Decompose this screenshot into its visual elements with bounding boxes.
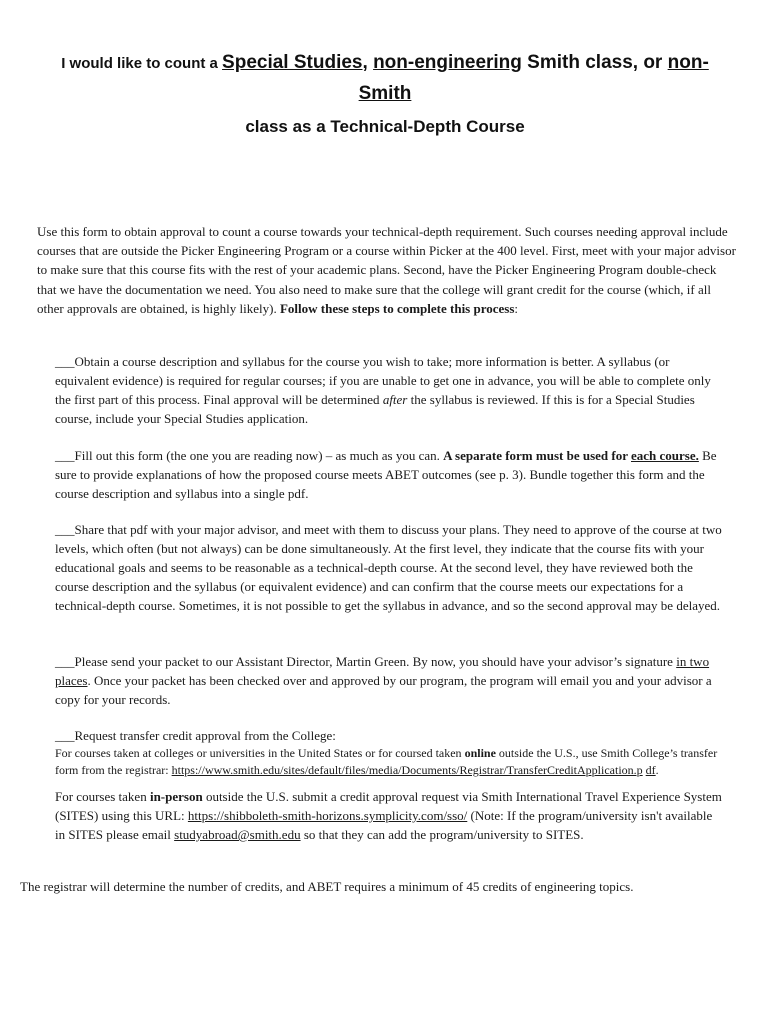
us-text-b: outside the U.S., use Smith College’s transfer form from the registrar: — [55, 746, 718, 777]
step-send-packet — [55, 652, 725, 709]
step1-after: after — [382, 392, 408, 407]
intro-paragraph — [37, 222, 737, 318]
intl-courses-note — [55, 787, 725, 844]
title-line-1 — [40, 48, 730, 110]
transfer-form-link[interactable]: https://www.smith.edu/sites/default/files/media/Documents/Registrar/TransferCreditApplication.p — [171, 763, 643, 777]
studyabroad-email-link[interactable]: studyabroad@smith.edu — [174, 827, 301, 842]
title-comma: , — [362, 52, 374, 73]
step-fill-form — [55, 446, 725, 503]
step-obtain-syllabus — [55, 352, 725, 428]
title-smith-class-or: Smith class, or — [521, 52, 668, 73]
step3-text: ___Share that pdf with your major advisor, and meet with them to discuss your plans. They need to approve of the course at two levels, which often (but not always) can be done simultaneously. At the first level, they indicate that the course fits with your educational goals and seems to be reasonable as a technical-depth course. At the second level, they have reviewed both the course description and the syllabus (or equivalent evidence) and can confirm that the course meets our expectations for a technical-depth course. Sometimes, it is not possible to get the syllabus in advance, and so the second approval may be delayed. — [55, 522, 722, 613]
step5-heading: ___Request transfer credit approval from the College: — [55, 728, 336, 743]
us-bold: online — [464, 746, 496, 760]
step2-bold-underline: each course. — [631, 448, 699, 463]
title-line-2: class as a Technical-Depth Course — [245, 117, 525, 136]
intro-text: Use this form to obtain approval to count a course towards your technical-depth requirement. Such courses needing approval include courses that are outside the Picker Engineering Program or a course within Picker at the 400 level. First, meet with your major advisor to make sure that this course fits with the rest of your academic plans. Second, have the Picker Engineering Program double-check that we have the documentation we need. You also need to make sure that the college will grant credit for the course (which, if all other approvals are obtained, is highly likely). — [37, 224, 736, 316]
step2-text-a: ___Fill out this form (the one you are reading now) – as much as you can. — [55, 448, 444, 463]
step-transfer-credit — [55, 726, 725, 844]
step1-text-b: the syllabus is reviewed. If this is for a Special Studies course, include your Special Studies application. — [55, 392, 695, 426]
us-courses-note — [55, 745, 725, 779]
title-prefix: I would like to count a — [61, 55, 223, 72]
registrar-note: The registrar will determine the number of credits, and ABET requires a minimum of 45 credits of engineering topics. — [20, 879, 634, 894]
step-share-pdf — [55, 520, 725, 615]
sites-link[interactable]: https://shibboleth-smith-horizons.symplicity.com/sso/ — [187, 808, 468, 823]
title-non-smith: non-Smith — [358, 52, 709, 104]
intl-text-a: For courses taken — [55, 789, 150, 804]
step4-text-a: ___Please send your packet to our Assistant Director, Martin Green. By now, you should have your advisor’s signature — [55, 654, 677, 669]
step2-bold: A separate form must be used for — [443, 448, 631, 463]
intl-text-b: outside the U.S. submit a credit approval request via Smith International Travel Experience System (SITES) using this URL: — [55, 789, 722, 823]
intl-text-c: (Note: If the program/university isn't available in SITES please email — [55, 808, 713, 842]
transfer-form-link-end[interactable]: df — [645, 763, 656, 777]
intro-colon: : — [514, 300, 519, 316]
intl-text-d: so that they can add the program/university to SITES. — [300, 827, 584, 842]
step4-text-b: . Once your packet has been checked over and approved by our program, the program will email you and your advisor a copy for your records. — [55, 673, 712, 707]
us-period: . — [655, 763, 659, 777]
step1-text-a: ___Obtain a course description and syllabus for the course you wish to take; more information is better. A syllabus (or equivalent evidence) is required for regular courses; if you are unable to get one in advance, you will be able to complete only the first part of this process. Final approval will be determined — [55, 354, 711, 407]
step4-underline: in two places — [55, 654, 710, 688]
us-text-a: For courses taken at colleges or universities in the United States or for coursed taken — [55, 746, 465, 760]
step2-text-b: Be sure to provide explanations of how the proposed course meets ABET outcomes (see p. 3). Bundle together this form and the course description and syllabus into a single pdf. — [55, 448, 717, 501]
page-title — [40, 48, 730, 142]
intro-bold: Follow these steps to complete this process — [279, 300, 515, 316]
title-special-studies: Special Studies — [222, 52, 363, 73]
title-non-engineering: non-engineering — [373, 52, 522, 73]
intl-bold: in-person — [149, 789, 203, 804]
